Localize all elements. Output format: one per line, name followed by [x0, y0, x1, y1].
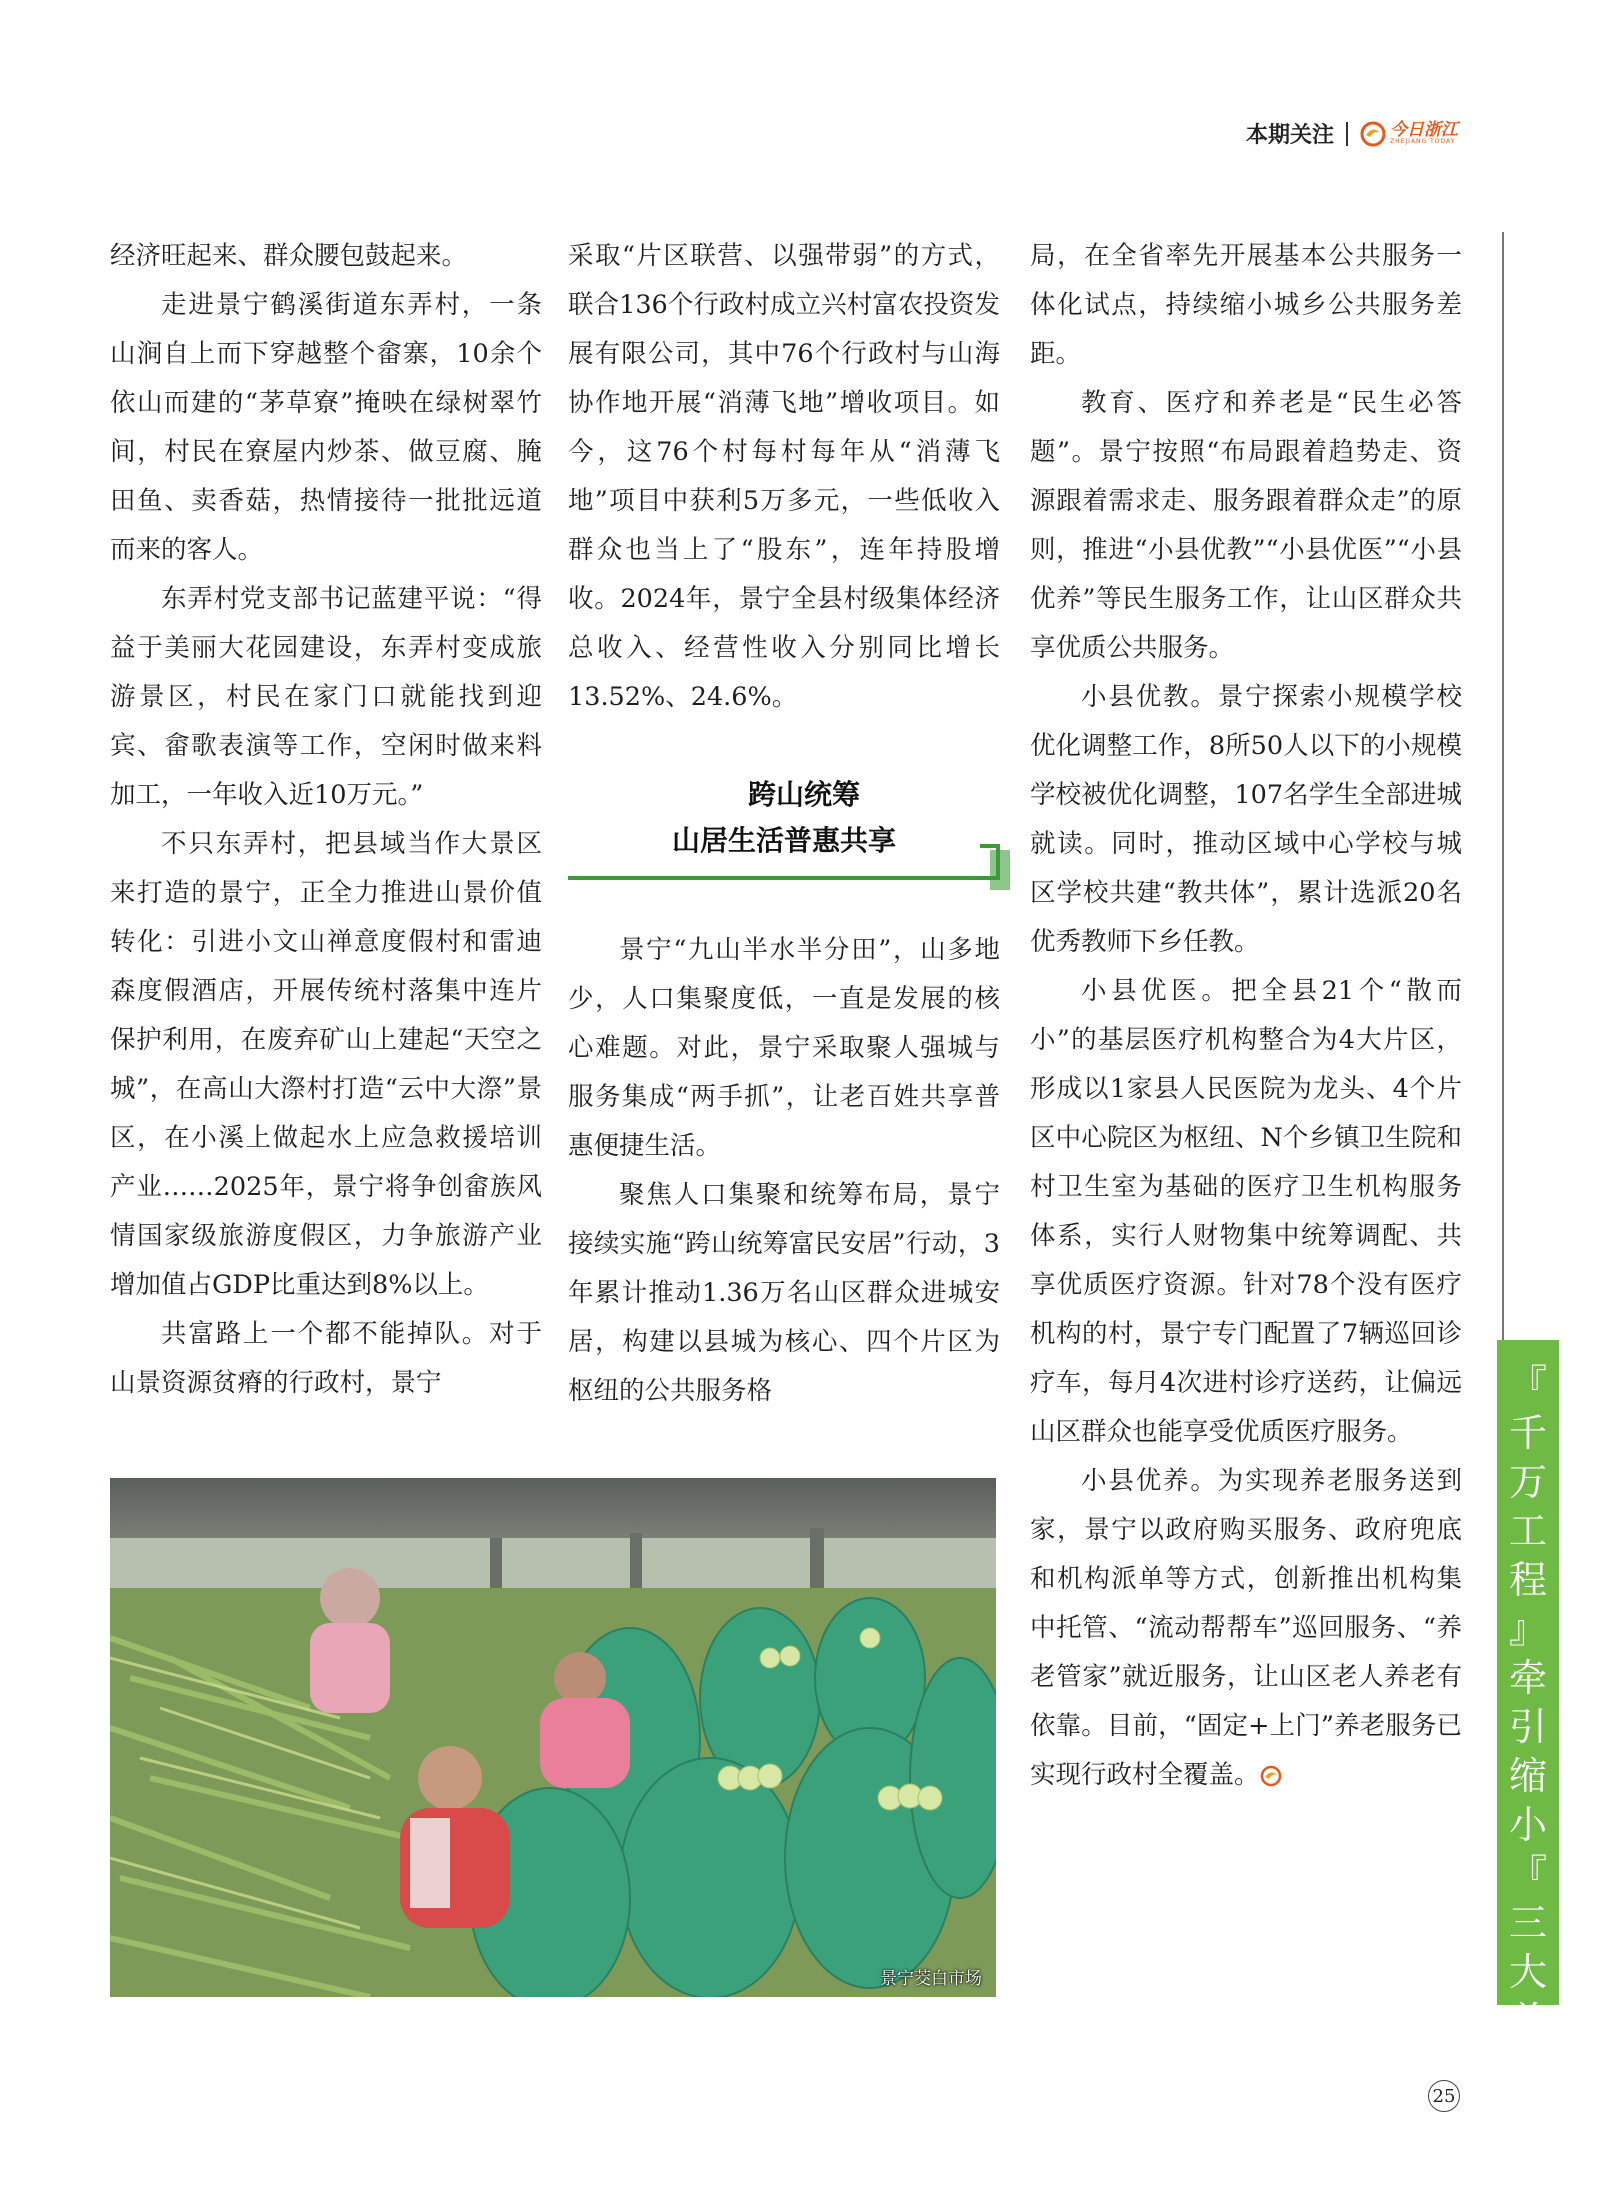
series-side-tab — [1497, 1340, 1559, 2141]
paragraph: 小县优教。景宁探索小规模学校优化调整工作，8所50人以下的小规模学校被优化调整，107名学生全部进城就读。同时，推动区域中心学校与城区学校共建“教共体”，累计选派20名优秀教师下乡任教。 — [1030, 682, 1462, 957]
paragraph: 东弄村党支部书记蓝建平说：“得益于美丽大花园建设，东弄村变成旅游景区，村民在家门口就能找到迎宾、畲歌表演等工作，空闲时做来料加工，一年收入近10万元。” — [110, 584, 542, 810]
side-tab-char: 小 — [1508, 1803, 1547, 1847]
side-tab-char: 牵 — [1508, 1656, 1547, 1700]
magazine-logo — [1360, 121, 1458, 147]
subheading-line-1: 跨山统筹 — [747, 778, 860, 811]
section-label: 本期关注 — [1245, 123, 1334, 148]
page-header — [1246, 118, 1458, 149]
paragraph: 景宁“九山半水半分田”，山多地少，人口集聚度低，一直是发展的核心难题。对此，景宁采取聚人强城与服务集成“两手抓”，让老百姓共享普惠便捷生活。 — [568, 935, 1000, 1161]
market-photo-image — [110, 1478, 996, 1997]
end-mark-icon — [1260, 1765, 1282, 1787]
paragraph: 局，在全省率先开展基本公共服务一体化试点，持续缩小城乡公共服务差距。 — [1030, 241, 1462, 369]
paragraph-last — [1030, 1457, 1462, 1800]
side-tab-char: 千 — [1508, 1411, 1547, 1455]
article-column-2 — [568, 232, 1000, 1416]
photo-caption: 景宁茭白市场 — [880, 1969, 982, 1989]
side-tab-char: 工 — [1508, 1509, 1547, 1553]
paragraph-text: 小县优养。为实现养老服务送到家，景宁以政府购买服务、政府兜底和机构派单等方式，创新推出机构集中托管、“流动帮帮车”巡回服务、“养老管家”就近服务，让山区老人养老有依靠。目前，“固定+上门”养老服务已实现行政村全覆盖。 — [1030, 1466, 1462, 1790]
logo-swirl-icon — [1360, 121, 1386, 147]
paragraph: 不只东弄村，把县域当作大景区来打造的景宁，正全力推进山景价值转化：引进小文山禅意度假村和雷迪森度假酒店，开展传统村落集中连片保护利用，在废弃矿山上建起“天空之城”，在高山大漈村打造“云中大漈”景区，在小溪上做起水上应急救援培训产业……2025年，景宁将争创畲族风情国家级旅游度假区，力争旅游产业增加值占GDP比重达到8%以上。 — [110, 829, 542, 1300]
subheading-line-2: 山居生活普惠共享 — [671, 824, 896, 857]
paragraph: 教育、医疗和养老是“民生必答题”。景宁按照“布局跟着趋势走、资源跟着需求走、服务跟着群众走”的原则，推进“小县优教”“小县优医”“小县优养”等民生服务工作，让山区群众共享优质公共服务。 — [1030, 388, 1462, 663]
page-number: 25 — [1428, 2080, 1460, 2112]
market-photo — [110, 1478, 996, 1997]
side-tab-char: 程 — [1508, 1558, 1547, 1602]
side-tab-char: 大 — [1508, 1950, 1547, 1994]
paragraph: 走进景宁鹤溪街道东弄村，一条山涧自上而下穿越整个畲寨，10余个依山而建的“茅草寮”掩映在绿树翠竹间，村民在寮屋内炒茶、做豆腐、腌田鱼、卖香菇，热情接待一批批远道而来的客人。 — [110, 290, 542, 565]
side-tab-char: 』 — [1508, 1607, 1547, 1651]
subheading-rule — [568, 876, 1000, 880]
side-tab-char: 引 — [1508, 1705, 1547, 1749]
paragraph: 小县优医。把全县21个“散而小”的基层医疗机构整合为4大片区，形成以1家县人民医院为龙头、4个片区中心院区为枢纽、N个乡镇卫生院和村卫生室为基础的医疗卫生机构服务体系，实行人财物集中统筹调配、共享优质医疗资源。针对78个没有医疗机构的村，景宁专门配置了7辆巡回诊疗车，每月4次进村诊疗送药，让偏远山区群众也能享受优质医疗服务。 — [1030, 976, 1462, 1447]
side-tab-char: 缩 — [1508, 1754, 1547, 1798]
side-tab-char: 『 — [1508, 1362, 1547, 1406]
section-subheading — [568, 772, 1000, 882]
side-tab-char: 』 — [1508, 2097, 1547, 2141]
paragraph: 共富路上一个都不能掉队。对于山景资源贫瘠的行政村，景宁 — [110, 1319, 542, 1398]
paragraph: 经济旺起来、群众腰包鼓起来。 — [110, 241, 468, 271]
side-tab-char: 差 — [1508, 1999, 1547, 2043]
paragraph: 聚焦人口集聚和统筹布局，景宁接续实施“跨山统筹富民安居”行动，3年累计推动1.36万名山区群众进城安居，构建以县城为核心、四个片区为枢纽的公共服务格 — [568, 1180, 1000, 1406]
side-tab-char: 三 — [1508, 1901, 1547, 1945]
side-tab-char: 距 — [1508, 2048, 1547, 2092]
subheading-bracket — [980, 844, 1000, 880]
paragraph: 采取“片区联营、以强带弱”的方式，联合136个行政村成立兴村富农投资发展有限公司，其中76个行政村与山海协作地开展“消薄飞地”增收项目。如今，这76个村每村每年从“消薄飞地”项目中获利5万多元，一些低收入群众也当上了“股东”，连年持股增收。2024年，景宁全县村级集体经济总收入、经营性收入分别同比增长13.52%、24.6%。 — [568, 241, 1000, 712]
article-column-3 — [1030, 232, 1462, 1800]
side-tab-char: 万 — [1508, 1460, 1547, 1504]
column-side-rule — [1502, 232, 1504, 1340]
header-divider — [1346, 122, 1348, 146]
logo-cn-text: 今日浙江 — [1390, 120, 1458, 140]
article-column-1 — [110, 232, 542, 1408]
logo-en-text: ZHEJIANG TODAY — [1390, 138, 1456, 145]
side-tab-char: 『 — [1508, 1852, 1547, 1896]
